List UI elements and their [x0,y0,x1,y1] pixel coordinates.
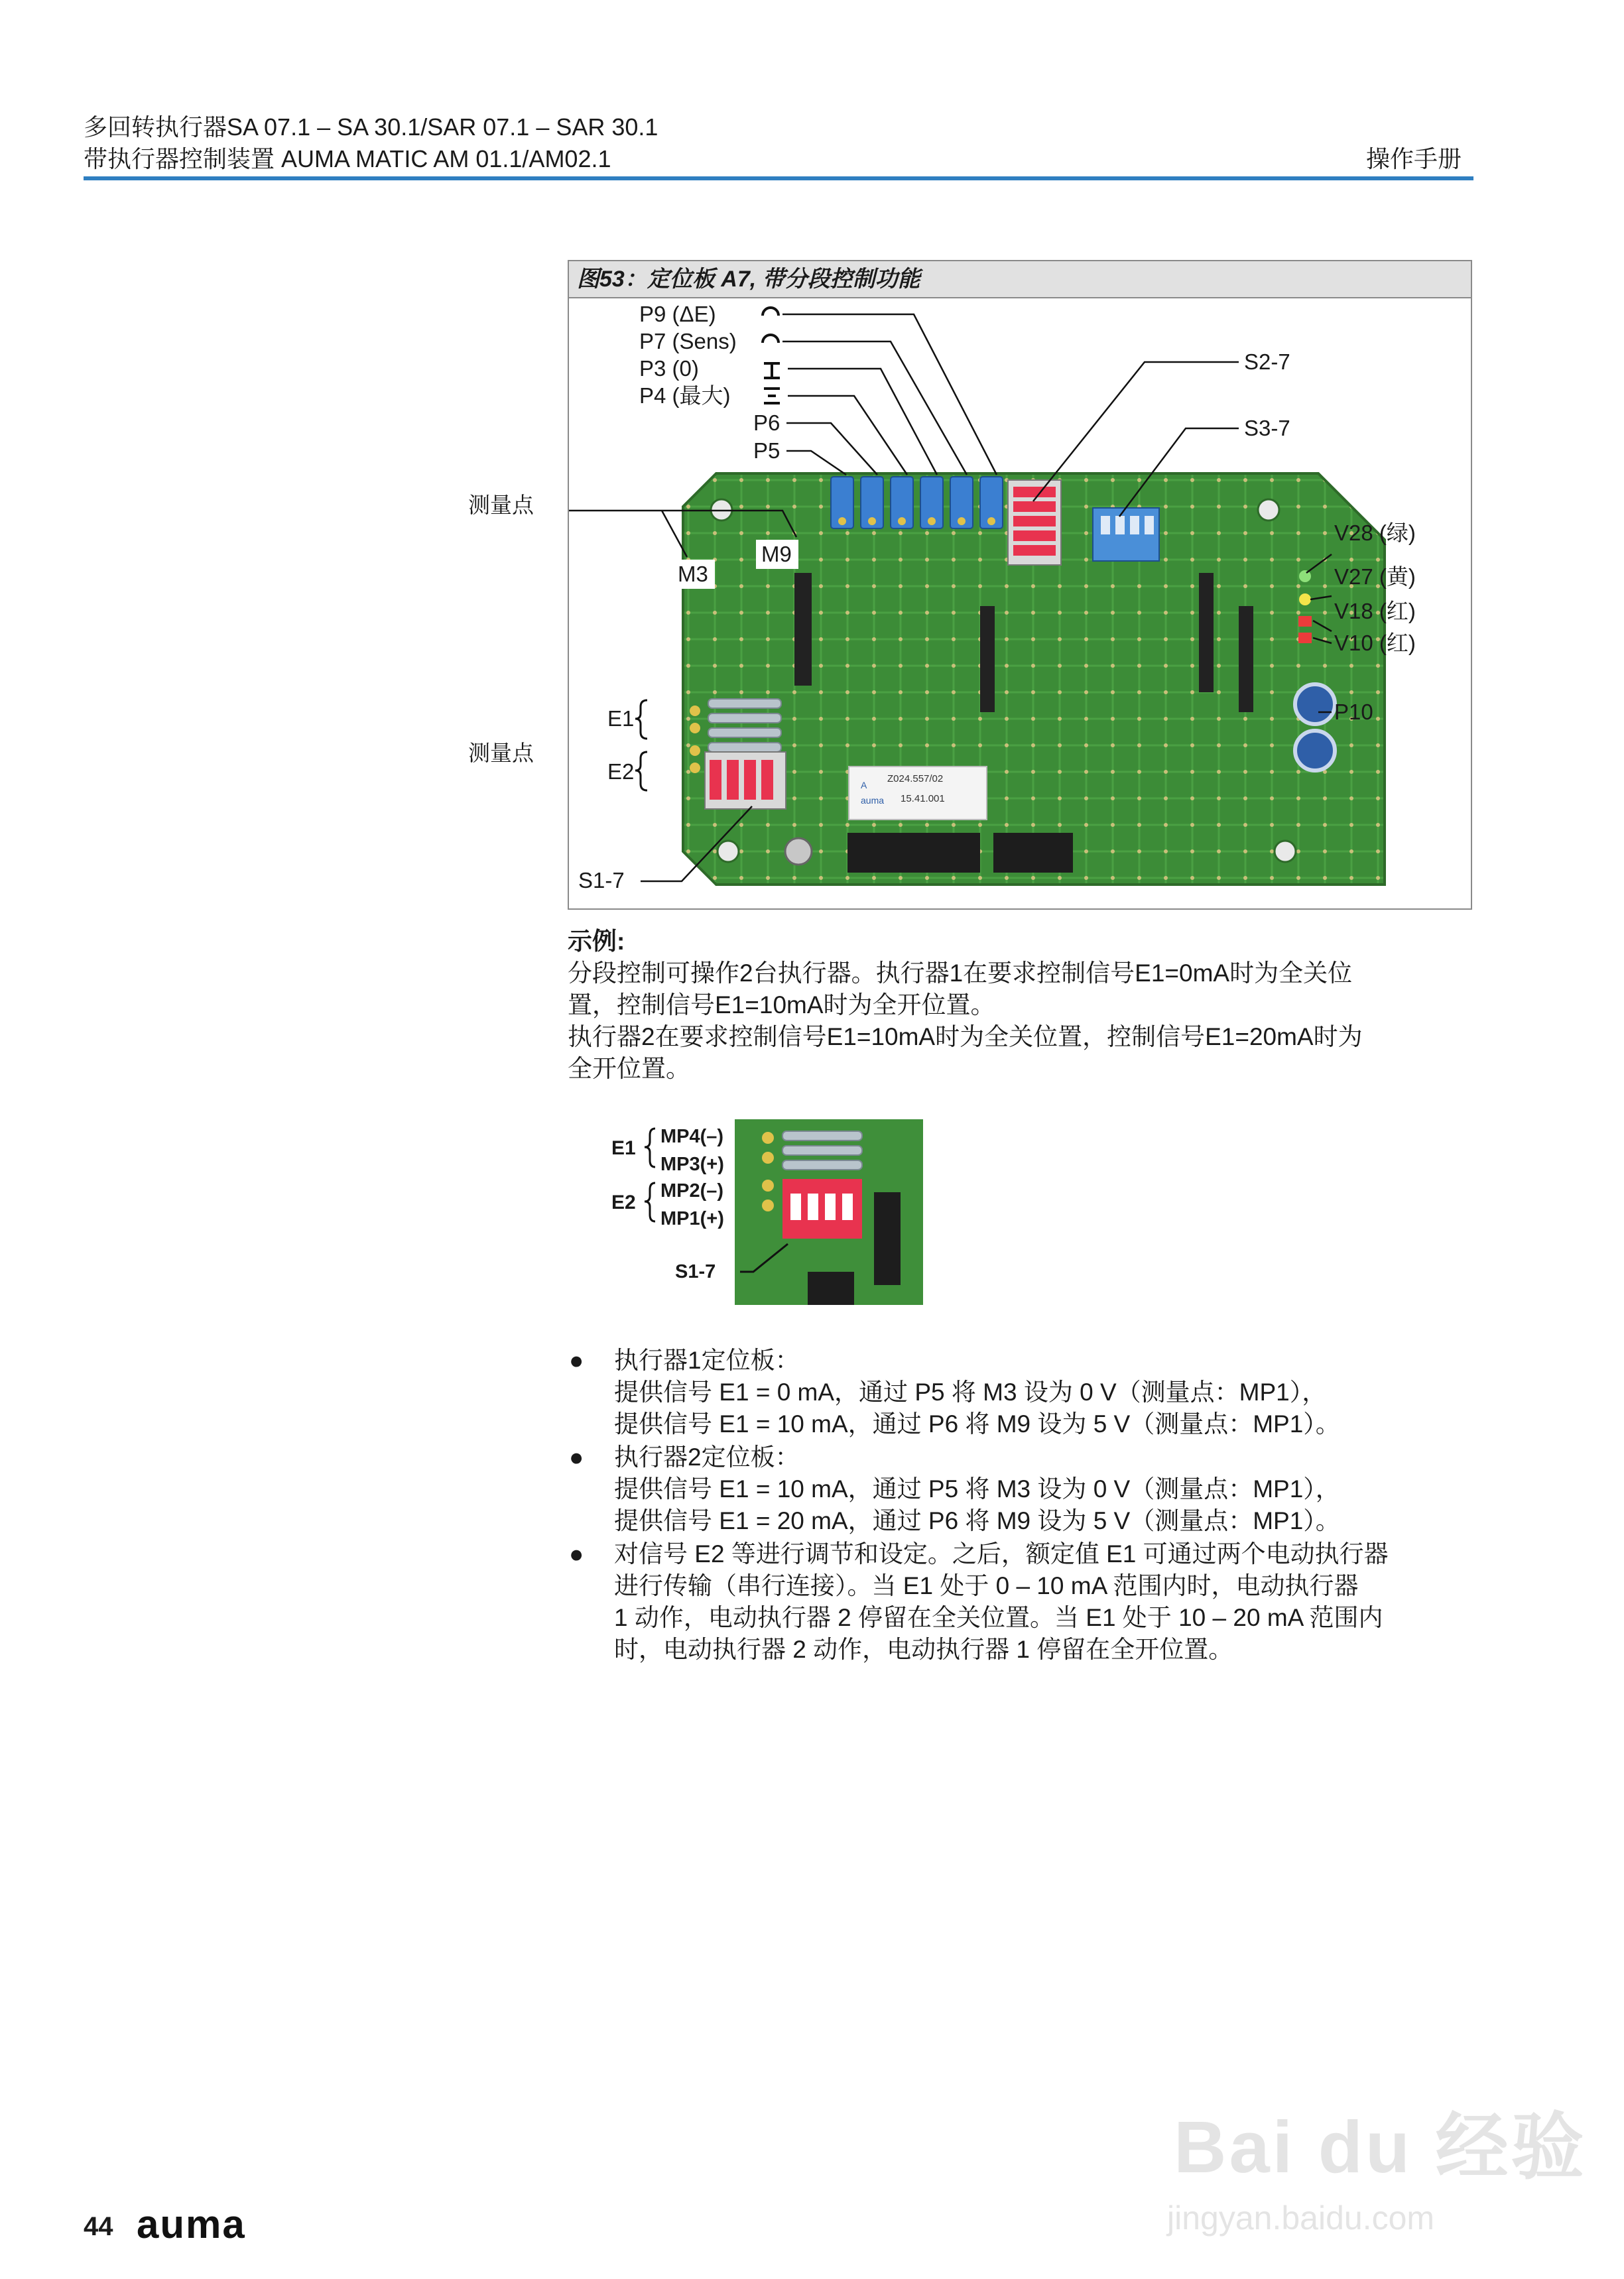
e1-label: E1 [607,706,635,731]
example-title: 示例: [568,928,625,955]
figure-53 [568,260,1472,910]
fig2-s1-7-label: S1-7 [675,1261,716,1282]
m3-label: M3 [678,562,708,586]
v28-label: V28 (绿) [1334,521,1416,545]
p6-label: P6 [753,410,781,435]
bullet-dot-2: ● [569,1444,584,1471]
measurement-points-figure [609,1119,923,1305]
measurement-point-label-2: 测量点 [468,741,534,765]
s3-7-label: S3-7 [1244,416,1290,440]
fig2-mp3-label: MP3(+) [660,1154,724,1175]
example-line-2: 置，控制信号E1=10mA时为全开位置。 [568,991,995,1018]
example-line-4: 全开位置。 [568,1055,690,1082]
fig2-e2-label: E2 [611,1192,636,1213]
board-sticker-text-1: Z024.557/02 [887,773,944,784]
bullet-3-line-1: 对信号 E2 等进行调节和设定。之后，额定值 E1 可通过两个电动执行器 [614,1540,1389,1568]
fig2-mp2-label: MP2(–) [660,1180,724,1201]
p9-label: P9 (ΔE) [639,302,716,326]
bullet-2-line-2: 提供信号 E1 = 10 mA，通过 P5 将 M3 设为 0 V（测量点：MP1）， [614,1475,1340,1503]
page-number: 44 [84,2212,113,2241]
bullet-dot-1: ● [569,1347,584,1374]
figure-title: 图53：定位板 A7, 带分段控制功能 [569,261,1471,298]
measurement-points-image [609,1119,923,1305]
svg-text:auma: auma [861,795,885,806]
baidu-watermark-logo: Bai du 经验 [1174,2107,1587,2188]
auma-logo: auma [137,2202,246,2247]
p7-label: P7 (Sens) [639,329,737,353]
bullet-3-line-3: 1 动作，电动执行器 2 停留在全关位置。当 E1 处于 10 – 20 mA 范围内 [614,1604,1383,1631]
bullet-1-line-3: 提供信号 E1 = 10 mA，通过 P6 将 M9 设为 5 V（测量点：MP1）。 [614,1410,1340,1438]
p5-label: P5 [753,438,781,463]
bullet-3-line-2: 进行传输（串行连接）。当 E1 处于 0 – 10 mA 范围内时，电动执行器 [614,1572,1359,1599]
m9-label: M9 [761,542,792,566]
svg-text:A: A [861,780,867,790]
s2-7-label: S2-7 [1244,349,1290,374]
fig2-mp4-label: MP4(–) [660,1126,724,1147]
p10-label: P10 [1334,700,1373,724]
bullet-dot-3: ● [569,1540,584,1568]
s1-7-label: S1-7 [578,868,625,893]
bullet-3-line-4: 时，电动执行器 2 动作，电动执行器 1 停留在全开位置。 [614,1636,1233,1663]
header-doc-type: 操作手册 [1366,145,1462,172]
fig2-e1-label: E1 [611,1137,636,1159]
p3-label: P3 (0) [639,356,699,381]
bullet-1-line-2: 提供信号 E1 = 0 mA，通过 P5 将 M3 设为 0 V（测量点：MP1）， [614,1379,1327,1406]
bullet-2-line-3: 提供信号 E1 = 20 mA，通过 P6 将 M9 设为 5 V（测量点：MP1）。 [614,1507,1340,1534]
p4-label: P4 (最大) [639,383,731,408]
header-title-line1: 多回转执行器SA 07.1 – SA 30.1/SAR 07.1 – SAR 30.1 [84,113,658,141]
baidu-watermark-url: jingyan.baidu.com [1167,2199,1435,2237]
header-rule [84,176,1473,180]
bullet-2-line-1: 执行器2定位板： [614,1444,800,1471]
v18-label: V18 (红) [1334,599,1416,623]
example-line-1: 分段控制可操作2台执行器。执行器1在要求控制信号E1=0mA时为全关位 [568,959,1353,987]
e2-label: E2 [607,759,635,784]
v10-label: V10 (红) [1334,631,1416,655]
bullet-1-line-1: 执行器1定位板： [614,1347,800,1374]
header-title-line2: 带执行器控制装置 AUMA MATIC AM 01.1/AM02.1 [84,145,611,172]
v27-label: V27 (黄) [1334,564,1416,589]
fig2-mp1-label: MP1(+) [660,1208,724,1229]
board-sticker-text-2: 15.41.001 [901,793,945,804]
example-line-3: 执行器2在要求控制信号E1=10mA时为全关位置，控制信号E1=20mA时为 [568,1023,1363,1050]
measurement-point-label-1: 测量点 [468,493,534,517]
